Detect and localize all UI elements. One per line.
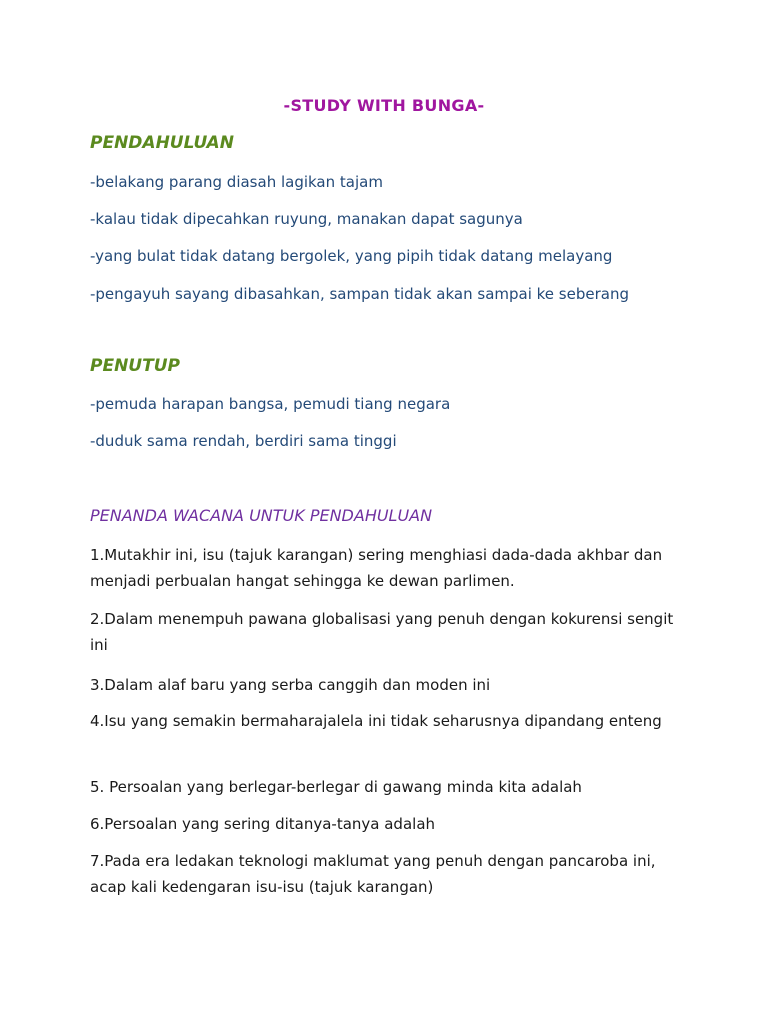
penanda-item-1: 1.Mutakhir ini, isu (tajuk karangan) sering menghiasi dada-dada akhbar dan menjadi perbualan hangat sehingga ke dewan parlimen. — [90, 546, 663, 590]
penutup-item-1: -pemuda harapan bangsa, pemudi tiang negara — [90, 395, 451, 413]
penanda-item-3: 3.Dalam alaf baru yang serba canggih dan moden ini — [90, 676, 491, 694]
pendahuluan-item-4: -pengayuh sayang dibasahkan, sampan tidak akan sampai ke seberang — [90, 285, 629, 303]
penanda-item-5: 5. Persoalan yang berlegar-berlegar di gawang minda kita adalah — [90, 778, 582, 796]
penutup-item-2: -duduk sama rendah, berdiri sama tinggi — [90, 432, 397, 450]
penanda-item-4: 4.Isu yang semakin bermaharajalela ini tidak seharusnya dipandang enteng — [90, 712, 662, 730]
heading-penanda-wacana: PENANDA WACANA UNTUK PENDAHULUAN — [90, 506, 433, 525]
heading-penutup: PENUTUP — [90, 356, 180, 376]
penanda-item-7: 7.Pada era ledakan teknologi maklumat yang penuh dengan pancaroba ini, acap kali kedengaran isu-isu (tajuk karangan) — [90, 852, 656, 896]
document-title: -STUDY WITH BUNGA- — [283, 96, 485, 115]
penanda-item-2: 2.Dalam menempuh pawana globalisasi yang penuh dengan kokurensi sengit ini — [90, 610, 674, 654]
pendahuluan-item-1: -belakang parang diasah lagikan tajam — [90, 173, 383, 191]
penanda-item-6: 6.Persoalan yang sering ditanya-tanya adalah — [90, 815, 436, 833]
pendahuluan-item-3: -yang bulat tidak datang bergolek, yang pipih tidak datang melayang — [90, 247, 613, 265]
heading-pendahuluan: PENDAHULUAN — [90, 133, 234, 153]
pendahuluan-item-2: -kalau tidak dipecahkan ruyung, manakan dapat sagunya — [90, 210, 523, 228]
